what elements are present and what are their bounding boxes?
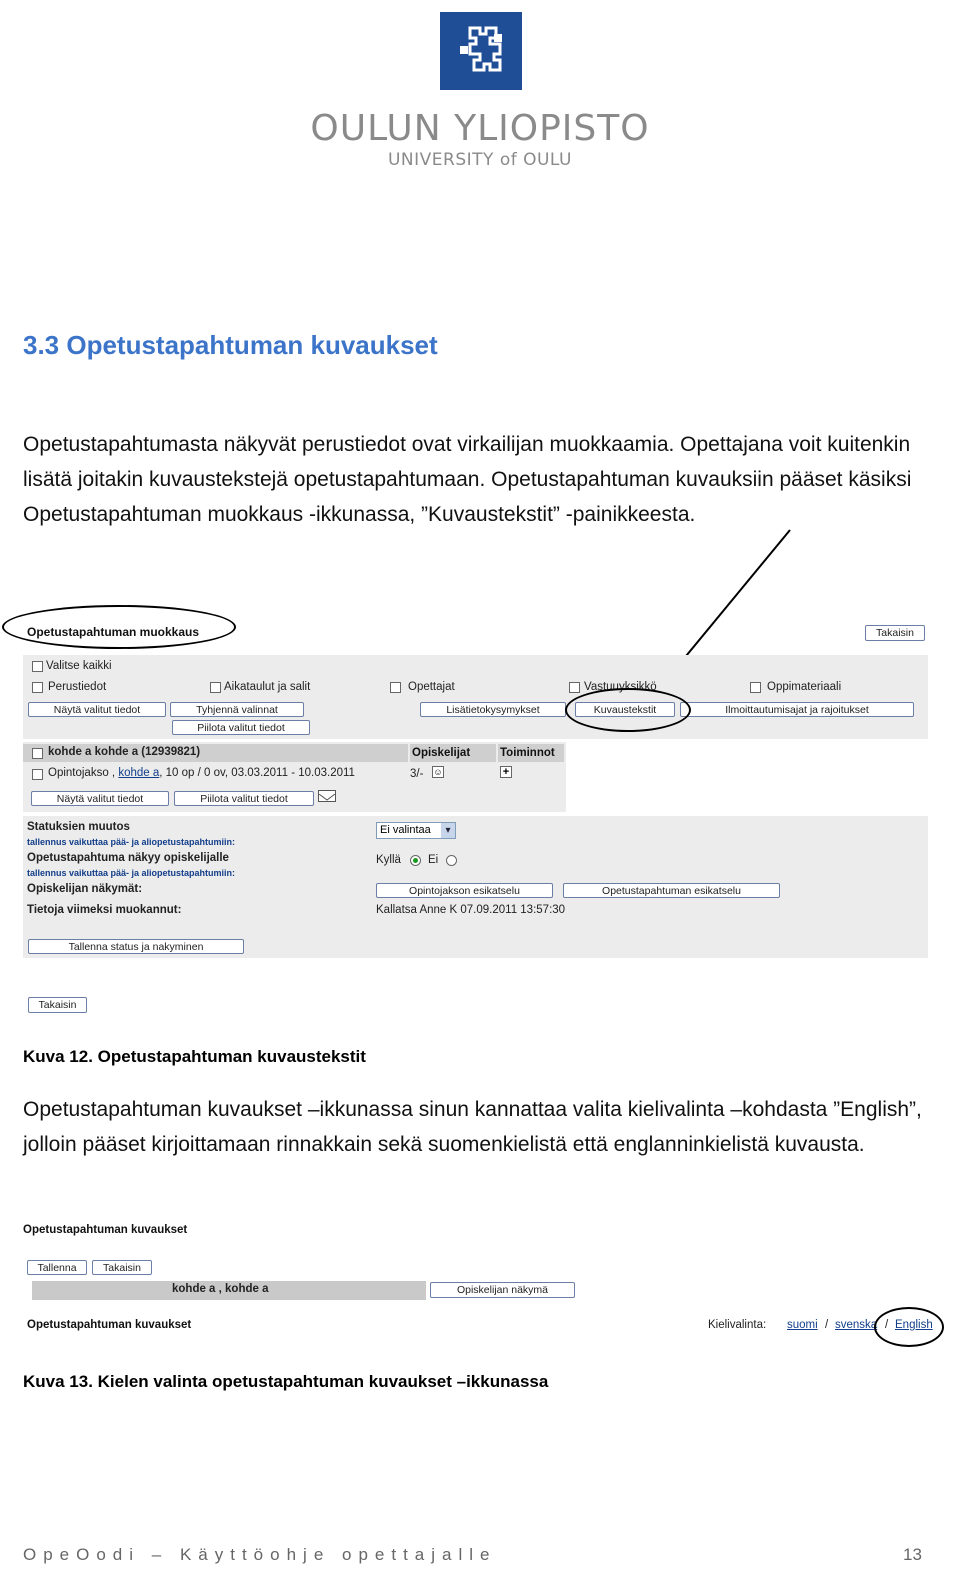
checkbox-oppimateriaali[interactable] [750, 682, 761, 693]
grid-row-text [48, 767, 355, 779]
back-button-top[interactable]: Takaisin [865, 625, 925, 641]
back-button-bottom[interactable]: Takaisin [28, 997, 87, 1013]
language-separator-2: / [885, 1319, 889, 1331]
course-preview-button[interactable]: Opintojakson esikatselu [376, 883, 553, 898]
student-count: 3/- [410, 768, 424, 780]
show-selected-button[interactable]: Näytä valitut tiedot [28, 702, 166, 717]
university-name: OULUN YLIOPISTO [310, 108, 650, 149]
grid-hide-selected-button[interactable]: Piilota valitut tiedot [174, 791, 314, 806]
yes-label: Kyllä [376, 854, 401, 866]
label-opettajat: Opettajat [408, 681, 455, 693]
university-subtitle: UNIVERSITY of OULU [387, 150, 572, 170]
descriptions-button[interactable]: Kuvaustekstit [575, 702, 675, 717]
footer-title: OpeOodi – Käyttöohje opettajalle [23, 1545, 497, 1564]
select-all-checkbox[interactable] [32, 661, 43, 672]
checkbox-aikataulut[interactable] [210, 682, 221, 693]
language-english-link[interactable]: English [895, 1319, 933, 1331]
course-bar-text: kohde a , kohde a [172, 1283, 269, 1295]
grid-show-selected-button[interactable]: Näytä valitut tiedot [31, 791, 169, 806]
person-icon[interactable]: ☺ [433, 767, 443, 777]
status-note-2: tallennus vaikuttaa pää- ja aliopetustapahtumiin: [27, 868, 236, 878]
actions-column-header: Toiminnot [498, 744, 564, 762]
descriptions-highlight-oval [565, 688, 691, 732]
envelope-icon[interactable] [318, 790, 336, 802]
student-view-button[interactable]: Opiskelijan näkymä [430, 1282, 575, 1298]
language-separator-1: / [825, 1319, 829, 1331]
save-button[interactable]: Tallenna [27, 1260, 87, 1275]
expand-plus-icon[interactable]: + [500, 766, 512, 778]
clear-selection-button[interactable]: Tyhjennä valinnat [170, 702, 304, 717]
label-aikataulut: Aikataulut ja salit [224, 681, 311, 693]
hide-selected-button[interactable]: Piilota valitut tiedot [172, 720, 310, 735]
grid-row-prefix: Opintojakso , [48, 767, 116, 779]
language-swedish-link[interactable]: svenska [835, 1319, 878, 1331]
details-panel [23, 655, 928, 739]
last-modified-label: Tietoja viimeksi muokannut: [27, 904, 182, 916]
label-oppimateriaali: Oppimateriaali [767, 681, 842, 693]
yes-radio[interactable] [410, 855, 421, 866]
language-label: Kielivalinta: [708, 1319, 767, 1331]
checkbox-perustiedot[interactable] [32, 682, 43, 693]
language-paragraph: Opetustapahtuman kuvaukset –ikkunassa sinun kannattaa valita kielivalinta –kohdasta ”English”, jolloin pääset kirjoittamaan rinnakkain sekä suomenkielistä että englanninkielistä kuvausta. [23, 1098, 922, 1156]
english-highlight-oval [874, 1307, 944, 1347]
section-heading: 3.3 Opetustapahtuman kuvaukset [23, 330, 438, 360]
grid-row-checkbox[interactable] [32, 769, 43, 780]
back-button[interactable]: Takaisin [92, 1260, 152, 1275]
grid-row-details: , 10 op / 0 ov, 03.03.2011 - 10.03.2011 [159, 767, 355, 779]
figure-caption-12: Kuva 12. Opetustapahtuman kuvaustekstit [23, 1047, 366, 1066]
descriptions-subtitle: Opetustapahtuman kuvaukset [27, 1319, 192, 1331]
students-column-header: Opiskelijat [410, 744, 496, 762]
figure-caption-13: Kuva 13. Kielen valinta opetustapahtuman kuvaukset –ikkunassa [23, 1372, 549, 1391]
no-label: Ei [428, 854, 439, 866]
grid-row-course-link[interactable]: kohde a [118, 767, 160, 779]
visibility-title: Opetustapahtuma näkyy opiskelijalle [27, 852, 229, 864]
grid-header-checkbox[interactable] [32, 748, 43, 759]
status-select[interactable]: Ei valintaa ▾ [376, 822, 456, 839]
select-all-label: Valitse kaikki [46, 660, 112, 672]
university-logo-mark [440, 12, 522, 90]
grid-header-title: kohde a kohde a (12939821) [48, 746, 201, 758]
no-radio[interactable] [446, 855, 457, 866]
student-views-label: Opiskelijan näkymät: [27, 883, 143, 895]
checkbox-opettajat[interactable] [390, 682, 401, 693]
registration-times-button[interactable]: Ilmoittautumisajat ja rajoitukset [680, 702, 914, 717]
page-number: 13 [903, 1545, 922, 1564]
modifier-value: Kallatsa Anne K 07.09.2011 13:57:30 [376, 904, 566, 916]
event-preview-button[interactable]: Opetustapahtuman esikatselu [563, 883, 780, 898]
edit-window-title: Opetustapahtuman muokkaus [27, 625, 200, 639]
status-title: Statuksien muutos [27, 821, 130, 833]
additional-questions-button[interactable]: Lisätietokysymykset [420, 702, 566, 717]
descriptions-window-title: Opetustapahtuman kuvaukset [23, 1224, 188, 1236]
language-finnish-link[interactable]: suomi [787, 1319, 818, 1331]
checkbox-vastuuyksikko[interactable] [569, 682, 580, 693]
intro-paragraph: Opetustapahtumasta näkyvät perustiedot ovat virkailijan muokkaamia. Opettajana voit kuitenkin lisätä joitakin kuvaustekstejä opetustapahtumaan. Opetustapahtuman kuvauksiin pääset käsiksi Opetustapahtuman muokkaus -ikkunassa, ”Kuvaustekstit” -painikkeesta. [23, 433, 912, 526]
save-status-button[interactable]: Tallenna status ja nakyminen [28, 939, 244, 954]
label-vastuuyksikko: Vastuuyksikkö [584, 681, 657, 693]
label-perustiedot: Perustiedot [48, 681, 107, 693]
status-note-1: tallennus vaikuttaa pää- ja aliopetustapahtumiin: [27, 837, 236, 847]
